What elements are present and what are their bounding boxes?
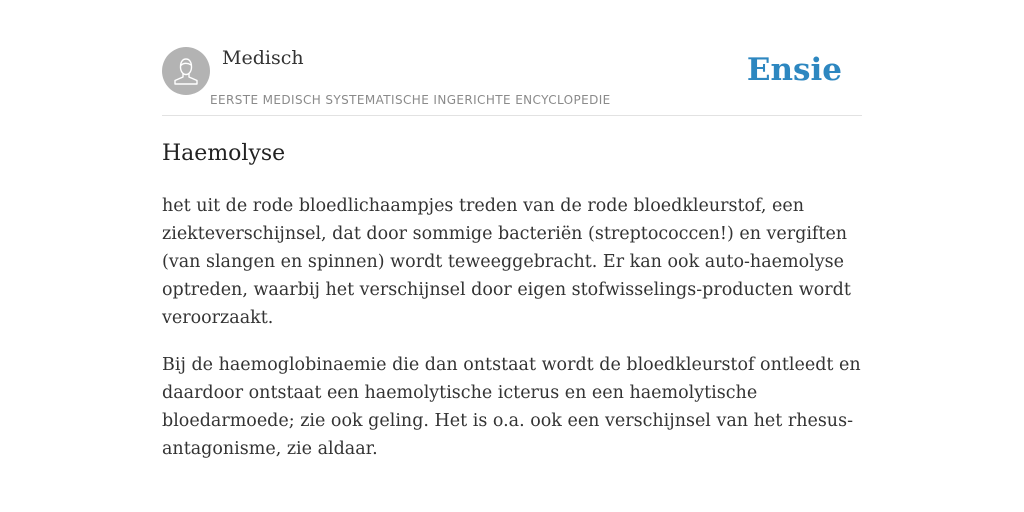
user-icon: [162, 47, 210, 95]
page-title: Haemolyse: [162, 141, 286, 166]
article-paragraph: het uit de rode bloedlichaampjes treden van de rode bloedkleurstof, een ziekteverschijnsel, dat door sommige bacteriën (streptococcen!) en vergiften (van slangen en spinnen) wordt teweeggebracht. Er kan ook auto-haemolyse optreden, waarbij het verschijnsel door eigen stofwisselings-producten wordt veroorzaakt.: [162, 196, 851, 328]
category-link[interactable]: Medisch: [222, 47, 304, 69]
avatar[interactable]: [162, 47, 210, 95]
brand-logo-link[interactable]: Ensie: [746, 52, 842, 88]
category-subtitle: EERSTE MEDISCH SYSTEMATISCHE INGERICHTE ENCYCLOPEDIE: [210, 93, 611, 107]
article-body: [162, 192, 866, 482]
header: [162, 46, 862, 116]
article-paragraph: Bij de haemoglobinaemie die dan ontstaat wordt de bloedkleurstof ontleedt en daardoor ontstaat een haemolytische icterus en een haemolytische bloedarmoede; zie ook geling. Het is o.a. ook een verschijnsel van het rhesus-antagonisme, zie aldaar.: [162, 355, 861, 459]
